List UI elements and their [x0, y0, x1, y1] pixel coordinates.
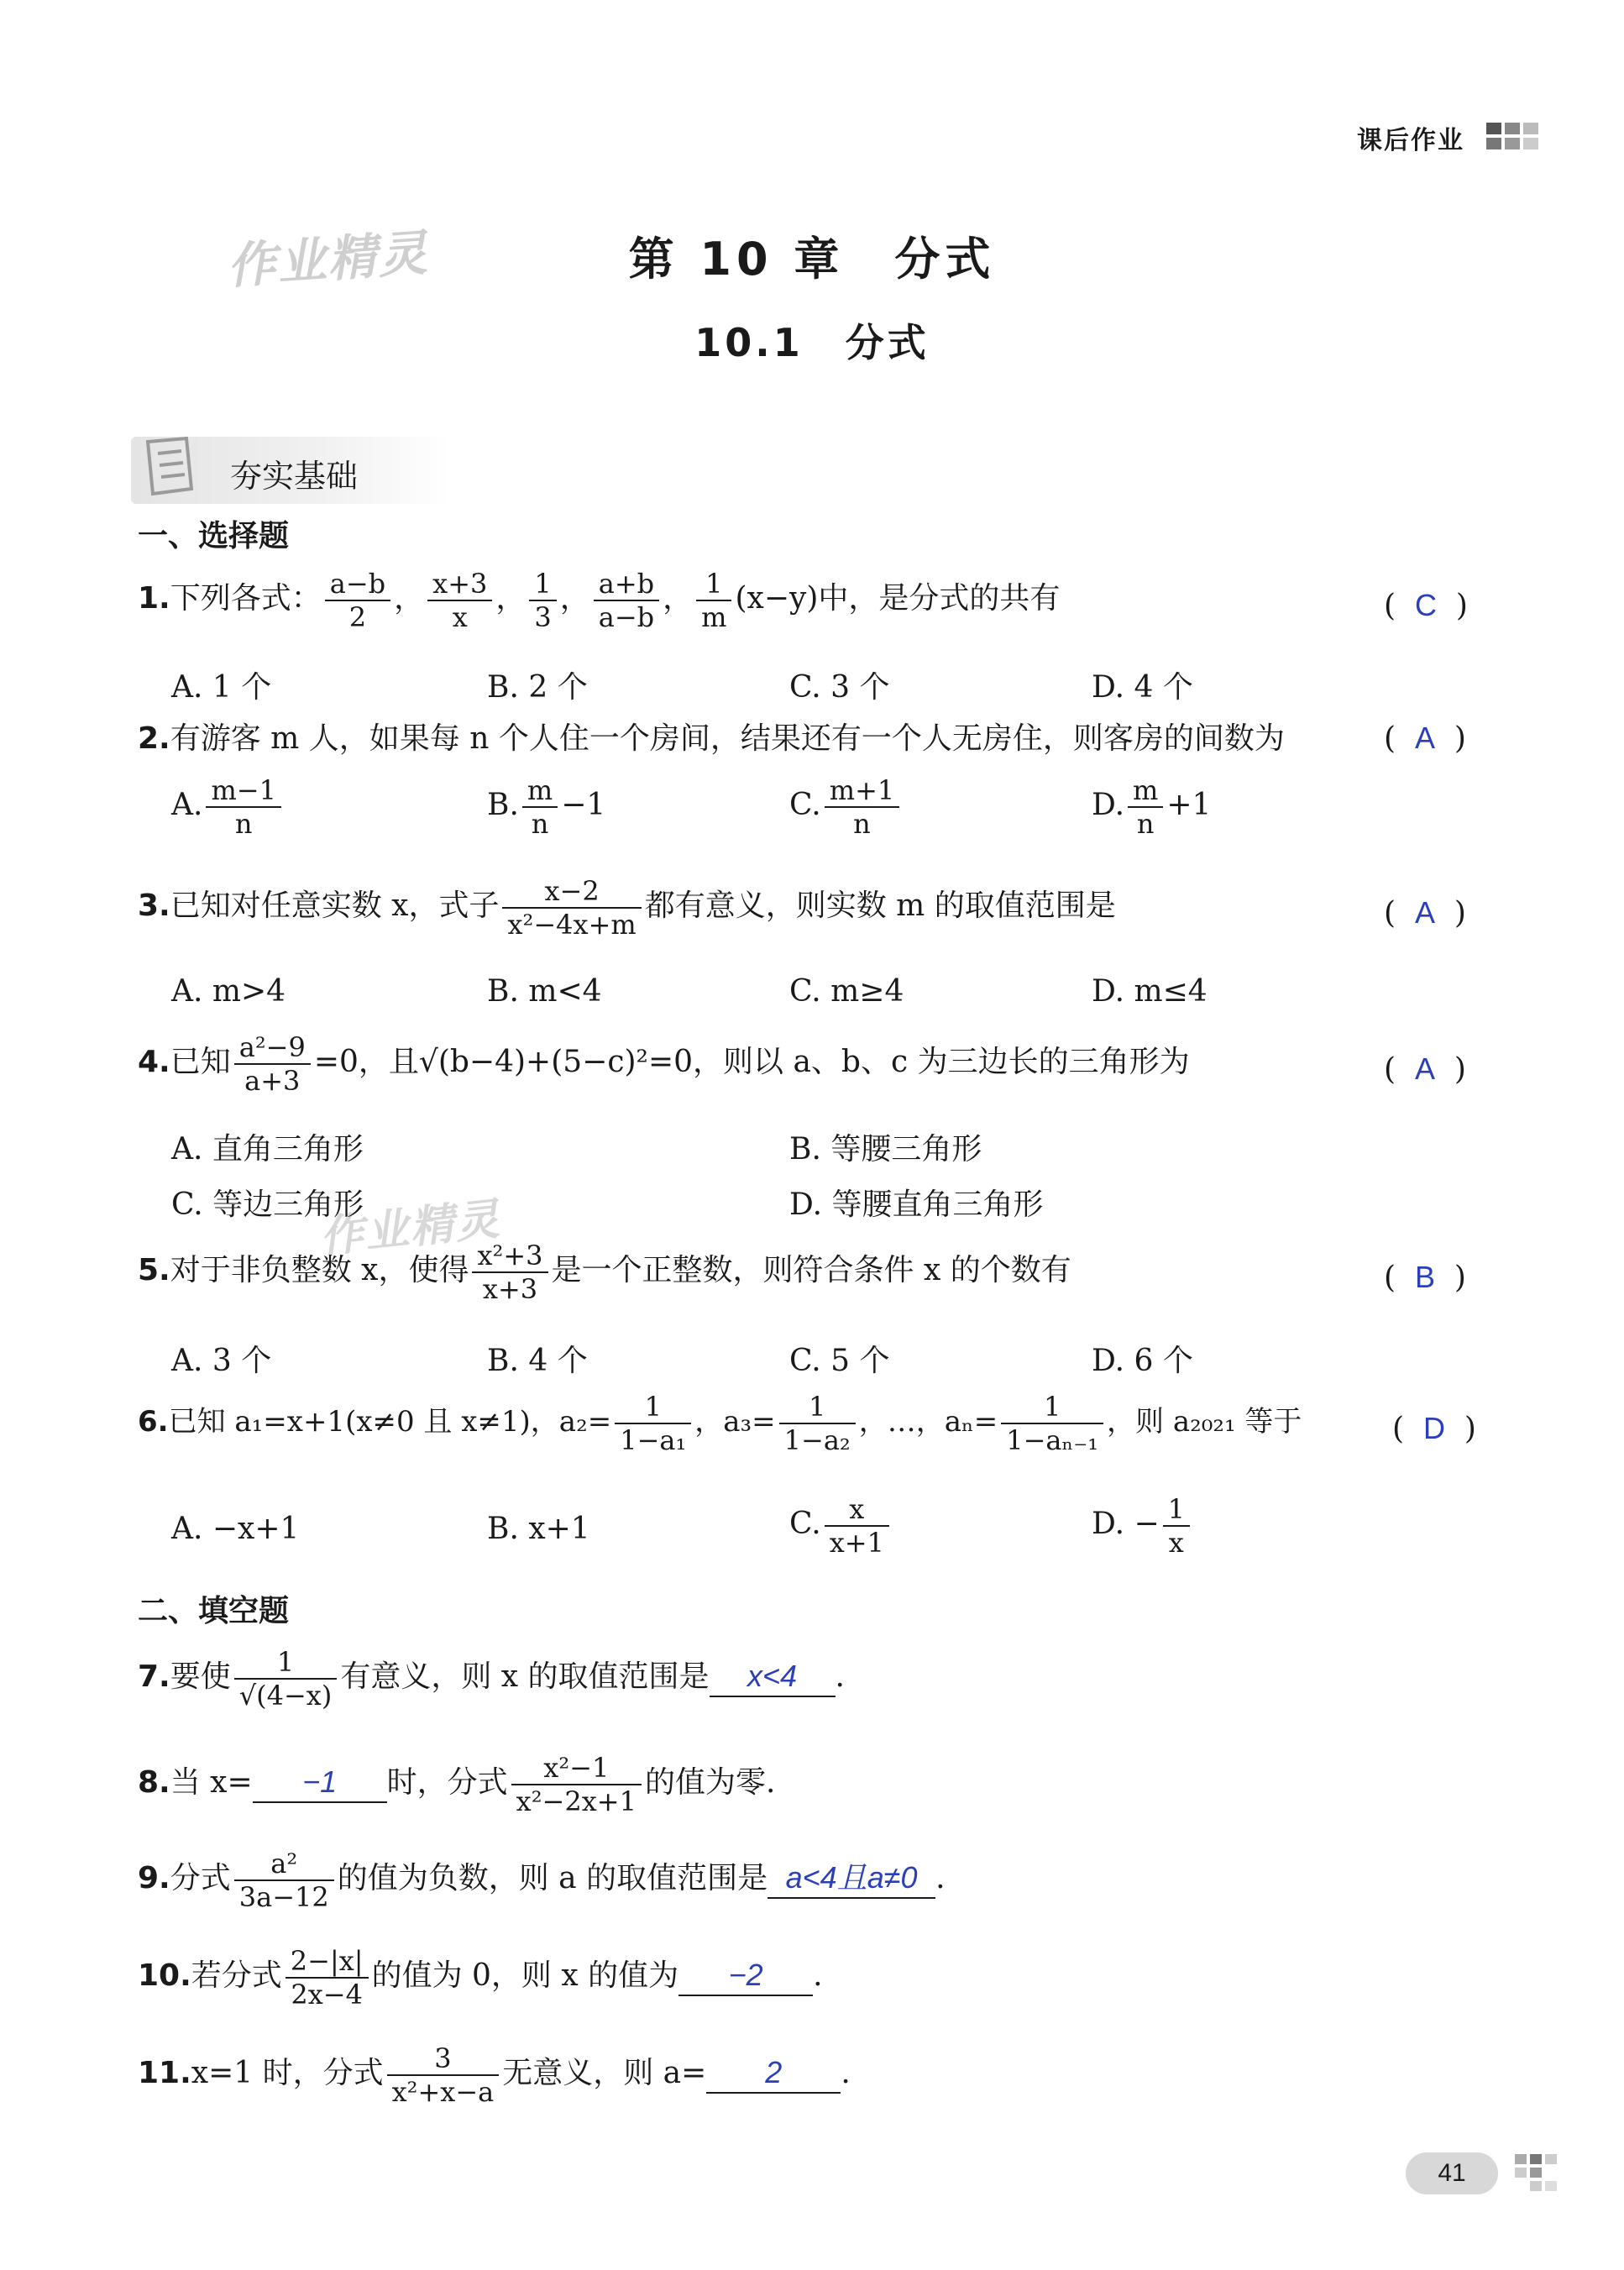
fraction: $\frac{1}{m}$ [696, 568, 731, 633]
question-stem: ，则 a₂₀₂₁ 等于 [1107, 1405, 1302, 1439]
chapter-title: 第 10 章 分式 [628, 233, 996, 286]
question-stem: 的值为零. [644, 1765, 776, 1800]
option-d: D. $\frac{m}{n}$ +1 [1092, 774, 1212, 840]
answer-blank [706, 2054, 841, 2094]
answer-text: A [1414, 721, 1435, 755]
option-c: C. $\frac{x}{x+1}$ [789, 1493, 893, 1559]
question-stem: 下列各式： [170, 581, 322, 616]
fraction: $\frac{1}{3}$ [529, 568, 556, 633]
option-c: C. 3 个 [789, 670, 890, 705]
fraction: $\frac{1}{\text{1−a₂}}$ [779, 1391, 856, 1456]
answer-text: −1 [302, 1764, 338, 1799]
option-d: D. m≤4 [1092, 974, 1208, 1009]
option-a: A. 3 个 [171, 1344, 272, 1378]
question-number: 11. [138, 2056, 191, 2090]
answer-bracket: ( D ) [1392, 1411, 1476, 1446]
option-a: A. m>4 [171, 974, 286, 1009]
option-c: C. 5 个 [789, 1344, 890, 1378]
answer-text: B [1414, 1260, 1435, 1294]
answer-blank [767, 1859, 935, 1899]
question-stem: 的值为 0，则 x 的值为 [371, 1958, 679, 1993]
question-number: 3. [138, 889, 170, 923]
option-a: A. $\frac{m-1}{n}$ [171, 774, 285, 840]
option-b: B. 2 个 [487, 670, 588, 705]
answer-bracket: ( A ) [1384, 1051, 1466, 1087]
answer-text: −2 [728, 1958, 763, 1992]
part-label-choice: 一、选择题 [138, 519, 290, 553]
question-7: 7.要使 $\frac{1}{√(4-x)}$ 有意义，则 x 的取值范围是 x<4 . [138, 1646, 845, 1712]
fraction: $\frac{3}{\text{x²+x−a}}$ [387, 2042, 500, 2108]
fraction: $\frac{2-|x|}{2x-4}$ [286, 1945, 369, 2010]
question-stem: 无意义，则 a= [502, 2056, 707, 2090]
section-title: 10.1 分式 [694, 320, 930, 365]
question-stem: 有意义，则 x 的取值范围是 [340, 1659, 710, 1694]
option-d: D. 4 个 [1092, 670, 1193, 705]
question-stem: 都有意义，则实数 m 的取值范围是 [644, 889, 1116, 923]
fraction: $\frac{\text{x²−1}}{\text{x²−2x+1}}$ [511, 1752, 642, 1817]
fraction: $\frac{1}{\text{1−a₁}}$ [615, 1391, 691, 1456]
question-number: 5. [138, 1253, 170, 1287]
fraction: $\frac{1}{\text{1−aₙ₋₁}}$ [1001, 1391, 1103, 1456]
option-b: B. x+1 [487, 1512, 590, 1546]
question-number: 6. [138, 1405, 169, 1439]
question-stem: 已知对任意实数 x，式子 [170, 889, 500, 923]
question-stem: 已知 [170, 1045, 231, 1079]
question-number: 8. [138, 1765, 170, 1800]
notebook-icon [136, 433, 203, 501]
watermark-logo: 作业精灵 [317, 1193, 504, 1264]
question-6: 6.已知 a₁=x+1(x≠0 且 x≠1)，a₂= $\frac{1}{\text{1−a₁}}$ ，a₃= $\frac{1}{\text{1−a₂}}$ ，…，aₙ= $\frac{1}{\text{1−aₙ₋₁}}$ ，则 a₂₀₂₁ 等于 [138, 1391, 1302, 1456]
question-8: 8.当 x= −1 时，分式 $\frac{\text{x²−1}}{\text{x²−2x+1}}$ 的值为零. [138, 1752, 776, 1817]
question-stem: 若分式 [191, 1958, 282, 1993]
option-b: B. 等腰三角形 [789, 1132, 982, 1166]
question-4 [138, 1031, 1190, 1097]
question-9: 9.分式 $\frac{\text{a²}}{3a-12}$ 的值为负数，则 a 的取值范围是 a<4且a≠0 . [138, 1848, 946, 1913]
answer-text: a<4且a≠0 [785, 1860, 918, 1895]
option-b: B. m<4 [487, 974, 602, 1009]
answer-text: A [1414, 1051, 1435, 1086]
header-label: 课后作业 [1357, 126, 1464, 155]
option-d: D. 等腰直角三角形 [789, 1187, 1044, 1222]
watermark-logo: 作业精灵 [225, 223, 431, 296]
option-b: B. $\frac{m}{n}$ −1 [487, 774, 606, 840]
header-squares-icon [1486, 123, 1540, 151]
question-stem: 的值为负数，则 a 的取值范围是 [337, 1861, 768, 1895]
option-c: C. $\frac{m+1}{n}$ [789, 774, 903, 840]
answer-blank [678, 1957, 813, 1996]
question-number: 7. [138, 1659, 170, 1694]
fraction: $\frac{\text{x²+3}}{x+3}$ [472, 1240, 547, 1305]
option-a: A. −x+1 [171, 1512, 300, 1546]
answer-bracket: ( A ) [1384, 721, 1466, 756]
question-stem: 有游客 m 人，如果每 n 个人住一个房间，结果还有一个人无房住，则客房的间数为 [170, 721, 1285, 756]
option-a: A. 1 个 [171, 670, 272, 705]
answer-text: C [1414, 588, 1437, 622]
fraction: $\frac{x+3}{x}$ [427, 568, 492, 633]
answer-blank [253, 1764, 387, 1803]
question-stem: x=1 时，分式 [191, 2056, 384, 2090]
question-stem: (x−y)中，是分式的共有 [735, 581, 1061, 616]
answer-bracket: ( C ) [1384, 588, 1468, 623]
answer-bracket: ( A ) [1384, 895, 1466, 931]
question-stem: 是一个正整数，则符合条件 x 的个数有 [551, 1253, 1071, 1287]
fraction: $\frac{1}{√(4-x)}$ [234, 1646, 338, 1712]
question-3 [138, 875, 1116, 941]
question-10: 10.若分式 $\frac{2-|x|}{2x-4}$ 的值为 0，则 x 的值为 −2 . [138, 1945, 823, 2010]
answer-bracket: ( B ) [1384, 1260, 1466, 1295]
question-number: 1. [138, 581, 170, 616]
fraction: $\frac{\text{a²−9}}{a+3}$ [234, 1031, 311, 1097]
question-5 [138, 1240, 1071, 1305]
answer-text: 2 [765, 2055, 783, 2089]
option-b: B. 4 个 [487, 1344, 588, 1378]
answer-text: x<4 [747, 1659, 798, 1693]
question-stem: 对于非负整数 x，使得 [170, 1253, 469, 1287]
question-stem: 已知 a₁=x+1(x≠0 且 x≠1)，a₂= [168, 1405, 612, 1439]
question-number: 2. [138, 721, 170, 756]
question-11: 11.x=1 时，分式 $\frac{3}{\text{x²+x−a}}$ 无意义，则 a= 2 . [138, 2042, 851, 2108]
option-c: C. 等边三角形 [171, 1187, 364, 1222]
question-number: 9. [138, 1861, 170, 1895]
fraction: $\frac{a-b}{2}$ [325, 568, 390, 633]
option-d: D. − $\frac{1}{x}$ [1092, 1493, 1193, 1559]
question-2 [138, 721, 1285, 758]
section-label: 夯实基础 [230, 458, 359, 495]
question-1: 1.下列各式： $\frac{a-b}{2}$ ， $\frac{x+3}{x}$ ， $\frac{1}{3}$ ， $\frac{a+b}{a-b}$ ， $\frac{1}{m}$ (x−y)中，是分式的共有 [138, 568, 1061, 633]
question-stem: =0，且√(b−4)+(5−c)²=0，则以 a、b、c 为三边长的三角形为 [313, 1045, 1190, 1079]
question-number: 4. [138, 1045, 170, 1079]
question-number: 10. [138, 1958, 191, 1993]
option-a: A. 直角三角形 [171, 1132, 364, 1166]
fraction: $\frac{\text{a²}}{3a-12}$ [234, 1848, 334, 1913]
question-stem: 分式 [170, 1861, 231, 1895]
answer-text: A [1414, 895, 1435, 930]
option-c: C. m≥4 [789, 974, 904, 1009]
answer-blank [710, 1658, 836, 1697]
footer-squares-icon [1515, 2154, 1557, 2193]
answer-text: D [1422, 1411, 1445, 1445]
fraction: $\frac{x-2}{\text{x²−4x+m}}$ [502, 875, 641, 941]
page-number: 41 [1406, 2152, 1498, 2194]
question-stem: 当 x= [170, 1765, 253, 1800]
question-stem: 要使 [170, 1659, 231, 1694]
option-d: D. 6 个 [1092, 1344, 1193, 1378]
fraction: $\frac{a+b}{a-b}$ [594, 568, 659, 633]
part-label-fill: 二、填空题 [138, 1594, 290, 1628]
